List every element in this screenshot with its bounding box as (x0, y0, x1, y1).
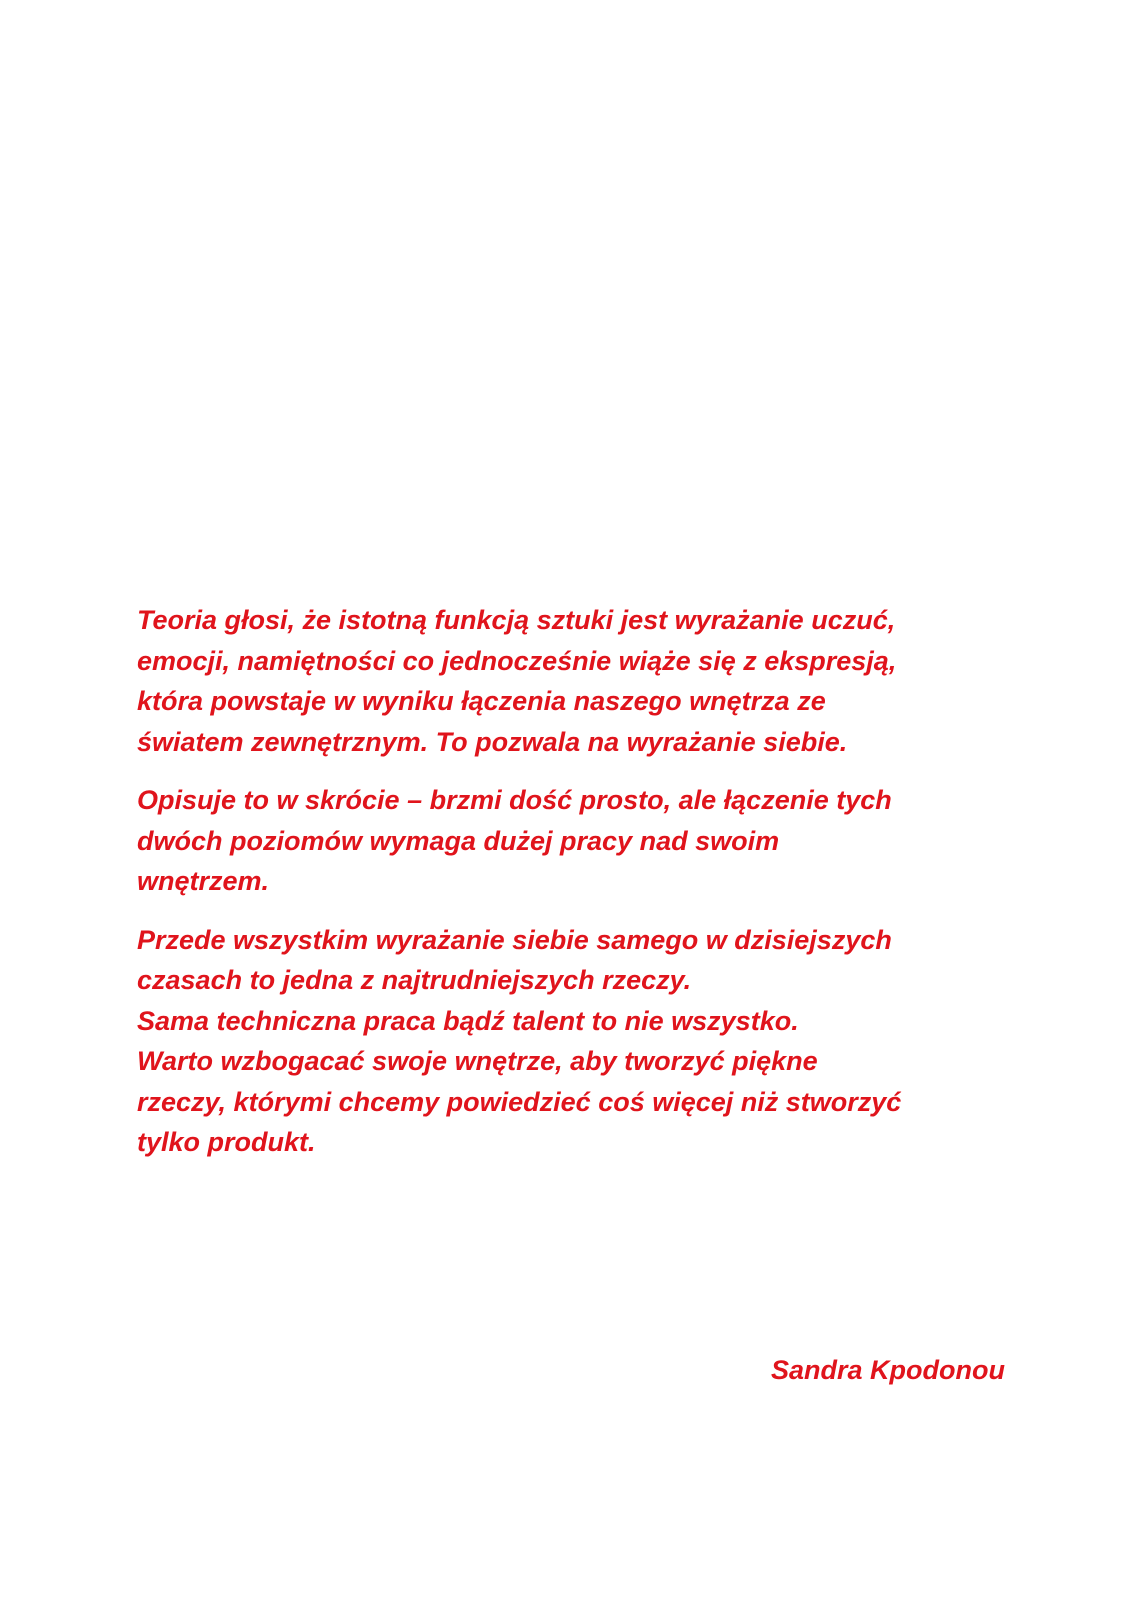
text-line: która powstaje w wyniku łączenia naszego wnętrza ze (137, 686, 826, 716)
text-line: czasach to jedna z najtrudniejszych rzeczy. (137, 965, 692, 995)
text-line: dwóch poziomów wymaga dużej pracy nad swoim (137, 825, 780, 856)
text-line: Opisuje to w skrócie – brzmi dość prosto, ale łączenie tych (137, 785, 892, 815)
text-line: Teoria głosi, że istotną funkcją sztuki jest wyrażanie uczuć, (137, 605, 896, 635)
text-line: światem zewnętrznym. To pozwala na wyrażanie siebie. (137, 726, 848, 757)
text-line: emocji, namiętności co jednocześnie wiąże się z ekspresją, (137, 645, 897, 676)
paragraph-1 (137, 600, 1017, 762)
paragraph-3 (137, 920, 1017, 1163)
text-line: Sama techniczna praca bądź talent to nie wszystko. (137, 1005, 799, 1036)
text-line: Przede wszystkim wyrażanie siebie samego w dzisiejszych (137, 924, 892, 955)
paragraph-2 (137, 780, 1017, 902)
text-line: Warto wzbogacać swoje wnętrze, aby tworzyć piękne (137, 1046, 818, 1076)
text-line: rzeczy, którymi chcemy powiedzieć coś więcej niż stworzyć (137, 1086, 902, 1117)
author-signature: Sandra Kpodonou (771, 1355, 1005, 1385)
text-line: wnętrzem. (137, 866, 270, 896)
text-line: tylko produkt. (137, 1127, 316, 1157)
body-text (137, 600, 1017, 1181)
